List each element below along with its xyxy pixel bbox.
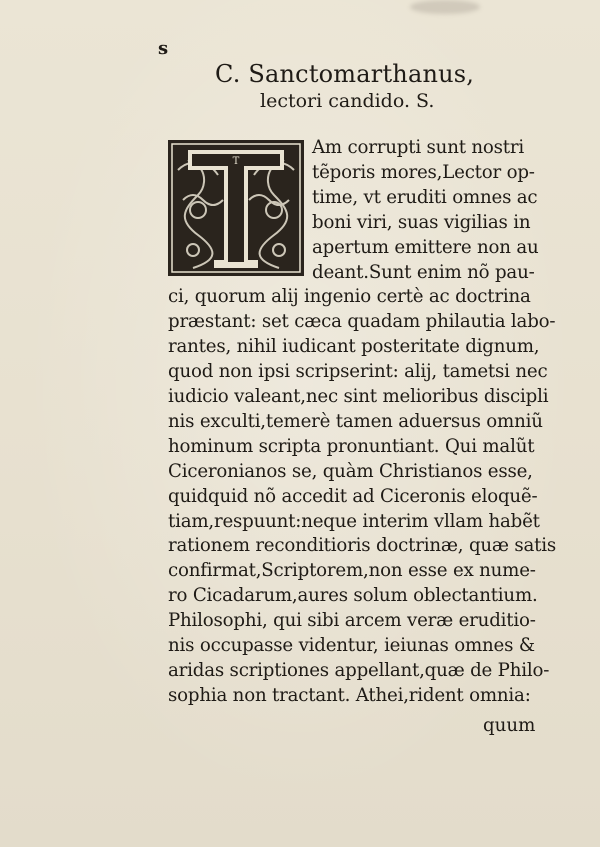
text-line: ro Cicadarum,aures solum oblectantium. xyxy=(168,585,538,607)
text-line: hominum scripta pronuntiant. Qui malũt xyxy=(168,435,535,457)
text-line: quod non ipsi scripserint: alij, tametsi nec xyxy=(168,361,548,383)
catchword: quum xyxy=(483,715,536,736)
signature-mark: s xyxy=(158,38,169,59)
text-line: confirmat,Scriptorem,non esse ex nume- xyxy=(168,560,536,582)
text-line: nis exculti,temerè tamen aduersus omniũ xyxy=(168,410,543,432)
page-heading: C. Sanctomarthanus, xyxy=(215,60,475,88)
text-line: apertum emittere non au xyxy=(312,236,539,258)
text-line: boni viri, suas vigilias in xyxy=(312,211,531,233)
svg-text:T: T xyxy=(232,156,240,167)
text-line: Am corrupti sunt nostri xyxy=(312,137,525,158)
text-line: Ciceronianos se, quàm Christianos esse, xyxy=(168,460,533,482)
text-line: sophia non tractant. Athei,rident omnia: xyxy=(168,684,531,706)
text-line: deant.Sunt enim nõ pau- xyxy=(312,261,535,283)
text-line: nis occupasse videntur, ieiunas omnes & xyxy=(168,635,535,656)
text-line: rantes, nihil iudicant posteritate dignum, xyxy=(168,336,540,358)
decorated-initial-icon xyxy=(168,140,304,276)
text-line: Philosophi, qui sibi arcem veræ eruditio- xyxy=(168,610,536,632)
text-line: tẽporis mores,Lector op- xyxy=(312,161,535,183)
text-line: tiam,respuunt:neque interim vllam habẽt xyxy=(168,510,540,532)
text-line: ci, quorum alij ingenio certè ac doctrina xyxy=(168,286,531,308)
text-line: rationem reconditioris doctrinæ, quæ satis xyxy=(168,535,557,557)
text-line: præstant: set cæca quadam philautia labo- xyxy=(168,311,556,333)
page-subheading: lectori candido. S. xyxy=(260,90,435,112)
text-line: time, vt eruditi omnes ac xyxy=(312,186,538,208)
text-line: quidquid nõ accedit ad Ciceronis eloquẽ- xyxy=(168,485,538,507)
text-line: iudicio valeant,nec sint melioribus discipli xyxy=(168,386,549,407)
text-line: aridas scriptiones appellant,quæ de Philo- xyxy=(168,659,550,681)
ink-smudge xyxy=(410,0,480,14)
